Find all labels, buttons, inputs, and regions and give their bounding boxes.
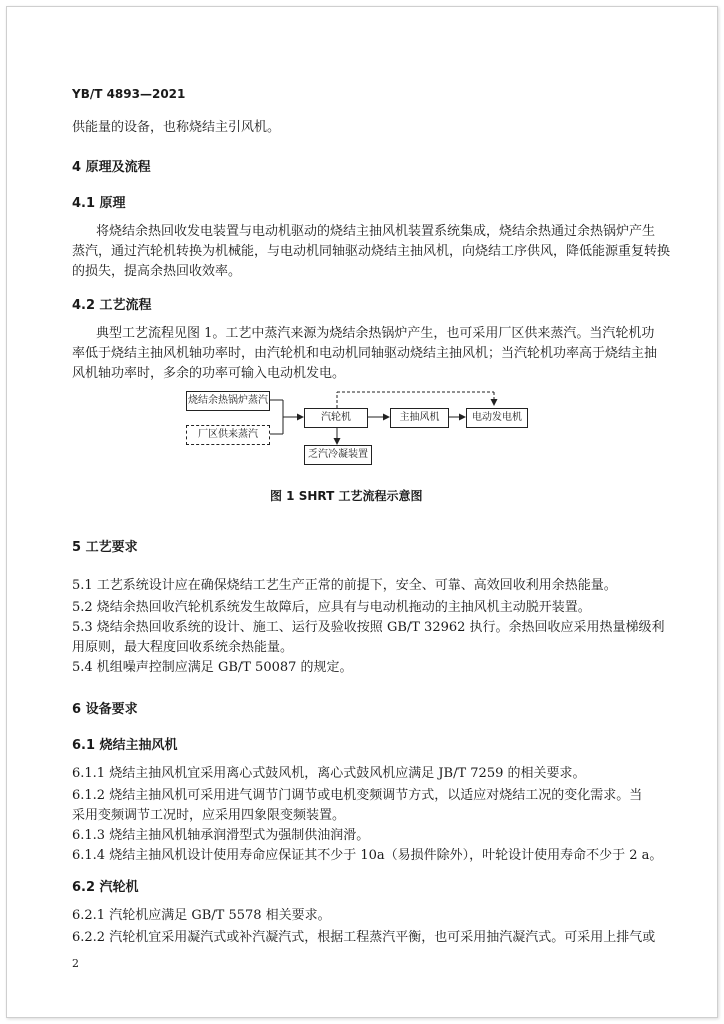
figure-caption: 图 1 SHRT 工艺流程示意图 — [270, 489, 423, 503]
clause-5-1: 5.1 工艺系统设计应在确保烧结工艺生产正常的前提下，安全、可靠、高效回收利用余热能量。 — [72, 578, 617, 593]
paragraph-line: 风机轴功率时，多余的功率可输入电动机发电。 — [72, 366, 346, 381]
boiler-steam-box: 烧结余热锅炉蒸汽 — [186, 391, 270, 411]
clause-6-1-3: 6.1.3 烧结主抽风机轴承润滑型式为强制供油润滑。 — [72, 828, 370, 843]
main-fan-box: 主抽风机 — [390, 408, 449, 428]
clause-6-2-1: 6.2.1 汽轮机应满足 GB/T 5578 相关要求。 — [72, 908, 331, 923]
motor-generator-box: 电动发电机 — [466, 408, 528, 428]
paragraph-line: 典型工艺流程见图 1。工艺中蒸汽来源为烧结余热锅炉产生，也可采用厂区供来蒸汽。当汽轮机功 — [96, 326, 655, 341]
clause-6-1-1: 6.1.1 烧结主抽风机宜采用离心式鼓风机，离心式鼓风机应满足 JB/T 7259 的相关要求。 — [72, 766, 586, 781]
page-number: 2 — [72, 957, 79, 970]
clause-5-4: 5.4 机组噪声控制应满足 GB/T 50087 的规定。 — [72, 660, 353, 675]
clause-6-1-2: 6.1.2 烧结主抽风机可采用进气调节门调节或电机变频调节方式，以适应对烧结工况的变化需求。当 — [72, 788, 643, 803]
section-heading-5: 5 工艺要求 — [72, 540, 138, 555]
clause-6-2-2: 6.2.2 汽轮机宜采用凝汽式或补汽凝汽式，根据工程蒸汽平衡，也可采用抽汽凝汽式。可采用上排气或 — [72, 930, 656, 945]
clause-5-3: 5.3 烧结余热回收系统的设计、施工、运行及验收按照 GB/T 32962 执行。余热回收应采用热量梯级利 — [72, 620, 665, 635]
paragraph-line: 供能量的设备，也称烧结主引风机。 — [72, 120, 281, 135]
paragraph-line: 率低于烧结主抽风机轴功率时，由汽轮机和电动机同轴驱动烧结主抽风机；当汽轮机功率高于烧结主抽 — [72, 346, 658, 361]
clause-6-1-4: 6.1.4 烧结主抽风机设计使用寿命应保证其不少于 10a（易损件除外），叶轮设计使用寿命不少于 2 a。 — [72, 848, 663, 863]
section-heading-6: 6 设备要求 — [72, 702, 138, 717]
clause-5-2: 5.2 烧结余热回收汽轮机系统发生故障后，应具有与电动机拖动的主抽风机主动脱开装置。 — [72, 600, 591, 615]
section-heading-4-1: 4.1 原理 — [72, 196, 126, 211]
paragraph-line: 的损失，提高余热回收效率。 — [72, 264, 242, 279]
section-heading-6-1: 6.1 烧结主抽风机 — [72, 738, 178, 753]
plant-steam-box: 厂区供来蒸汽 — [186, 425, 270, 445]
paragraph-line: 采用变频调节工况时，应采用四象限变频装置。 — [72, 808, 346, 823]
standard-number-header: YB/T 4893—2021 — [72, 87, 186, 101]
condenser-box: 乏汽冷凝装置 — [304, 445, 372, 465]
paragraph-line: 蒸汽，通过汽轮机转换为机械能，与电动机同轴驱动烧结主抽风机，向烧结工序供风，降低能源重复转换 — [72, 244, 671, 259]
section-heading-6-2: 6.2 汽轮机 — [72, 880, 139, 895]
section-heading-4-2: 4.2 工艺流程 — [72, 298, 152, 313]
section-heading-4: 4 原理及流程 — [72, 160, 151, 175]
paragraph-line: 将烧结余热回收发电装置与电动机驱动的烧结主抽风机装置系统集成，烧结余热通过余热锅炉产生 — [96, 224, 656, 239]
turbine-box: 汽轮机 — [304, 408, 368, 428]
paragraph-line: 用原则，最大程度回收系统余热能量。 — [72, 640, 294, 655]
